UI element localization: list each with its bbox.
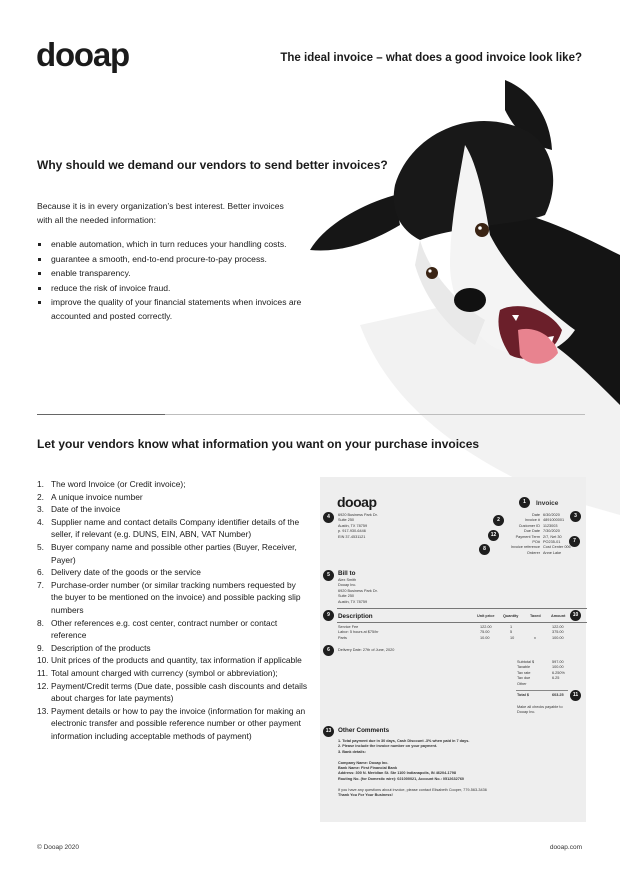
total-rule xyxy=(516,690,568,691)
meta-label: Invoice reference xyxy=(510,545,540,550)
comment-line: If you have any questions about invoice, please contact Elisabeth Cooper, 779-563-3436 xyxy=(338,787,487,792)
requirement-item xyxy=(37,642,309,655)
requirement-number: 1. xyxy=(37,479,44,489)
invoice-meta-labels xyxy=(511,513,540,556)
meta-label: Invoice # xyxy=(524,518,540,523)
item-qty: 10 xyxy=(510,635,515,640)
meta-value: Cost Center 006 xyxy=(543,545,571,550)
benefits-list xyxy=(37,238,317,324)
requirement-number: 11. xyxy=(37,667,49,678)
callout-badge: 12 xyxy=(488,530,499,541)
meta-value: 2/7, Net 30 xyxy=(543,534,562,539)
totals-value: 100.00 xyxy=(552,665,564,670)
page-title: The ideal invoice – what does a good invoice look like? xyxy=(280,52,582,64)
totals-label: Taxable xyxy=(517,665,531,670)
item-unit-price: 75.00 xyxy=(480,630,490,635)
sample-invoice xyxy=(320,477,586,822)
comment-line: 2. Please include the invoice number on your payment. xyxy=(338,744,438,749)
benefit-item: enable transparency. xyxy=(37,267,317,281)
col-header-amount: Amount xyxy=(551,614,566,618)
benefit-item: reduce the risk of invoice fraud. xyxy=(37,282,317,296)
section-heading-requirements: Let your vendors know what information you want on your purchase invoices xyxy=(37,437,480,451)
col-header-qty: Quantity xyxy=(503,614,519,618)
requirement-number: 2. xyxy=(37,491,44,502)
item-taxed: x xyxy=(534,635,536,640)
totals-label: Other xyxy=(517,681,527,686)
meta-label: PO# xyxy=(532,540,540,545)
bill-to-line: Dooap Inc. xyxy=(338,583,357,588)
requirement-number: 5. xyxy=(37,541,44,552)
callout-badge: 7 xyxy=(569,536,580,547)
bill-to-line: Austin, TX 78759 xyxy=(338,599,368,604)
total-label: Total $ xyxy=(517,693,529,697)
callout-badge: 13 xyxy=(323,726,334,737)
callout-badge: 6 xyxy=(323,645,334,656)
totals-label: Tax rate xyxy=(517,670,531,675)
callout-badge: 3 xyxy=(570,511,581,522)
requirement-item xyxy=(37,667,309,680)
item-qty-col xyxy=(510,625,514,641)
totals-value: 597.00 xyxy=(552,660,564,664)
table-top-rule xyxy=(337,608,587,609)
requirement-item xyxy=(37,516,309,541)
footer-website-link[interactable]: dooap.com xyxy=(549,844,582,851)
check-note-line: Dooap Inc. xyxy=(517,710,536,715)
total-value: 603.25 xyxy=(552,693,564,697)
requirement-number: 9. xyxy=(37,642,44,653)
requirement-number: 7. xyxy=(37,579,44,590)
supplier-block xyxy=(338,513,378,540)
item-amount: 375.00 xyxy=(552,630,564,635)
requirement-text: Unit prices of the products and quantity, tax information if applicable xyxy=(51,655,302,666)
requirement-number: 8. xyxy=(37,617,44,628)
requirement-text: A unique invoice number xyxy=(51,491,143,502)
requirement-item xyxy=(37,654,309,667)
requirement-number: 12. xyxy=(37,680,49,691)
supplier-line: 6920 Business Park Dr. xyxy=(338,513,378,517)
bill-to-block xyxy=(338,578,378,605)
item-amount-col xyxy=(552,625,564,641)
item-desc: Labor: 5 hours at $75/hr xyxy=(338,630,379,635)
comment-line: Company Name: Dooap Inc. xyxy=(338,760,389,765)
check-note-line: Make all checks payable to xyxy=(517,705,563,709)
benefit-item: guarantee a smooth, end-to-end procure-to-pay process. xyxy=(37,253,317,267)
supplier-line: p. 917-930-6446 xyxy=(338,529,366,534)
meta-label: Due Date xyxy=(523,529,540,534)
requirement-text: The word Invoice (or Credit invoice); xyxy=(51,479,186,489)
requirement-number: 10. xyxy=(37,655,49,666)
item-desc: Service Fee xyxy=(338,625,359,629)
requirement-item xyxy=(37,503,309,516)
comment-line: Address: 300 N. Meridian St. Ste 1100 Indianapolis, IN 46204-1798 xyxy=(338,771,456,776)
comment-line: Bank Name: First Financial Bank xyxy=(338,766,398,771)
intro-line: with all the needed information: xyxy=(37,215,156,225)
requirement-text: Buyer company name and possible other parties (Buyer, Receiver, Payer) xyxy=(51,541,297,565)
meta-label: Customer ID xyxy=(518,523,540,528)
dooap-logo: dooap xyxy=(36,36,129,73)
item-unit-price: 10.00 xyxy=(480,635,490,640)
comment-line: 1. Total payment due in 30 days, Cash Discount -3% when paid in 7 days. xyxy=(338,739,470,743)
item-desc-col xyxy=(338,625,379,641)
meta-value: 6/30/2020 xyxy=(543,513,560,517)
requirement-text: Payment/Credit terms (Due date, possible cash discounts and details about charges for late payments) xyxy=(51,680,308,704)
requirement-text: Payment details or how to pay the invoice (information for making an electronic transfer and possible reference number or other payment information including acceptable methods of payment) xyxy=(51,705,306,741)
comment-line: Thank You For Your Business! xyxy=(338,793,393,798)
description-heading: Description xyxy=(338,613,373,620)
requirement-item xyxy=(37,705,309,743)
intro-paragraph xyxy=(37,199,337,227)
benefit-item: enable automation, which in turn reduces your handling costs. xyxy=(37,238,317,252)
supplier-line: Austin, TX 78759 xyxy=(338,523,368,528)
requirement-number: 13. xyxy=(37,705,49,716)
item-unit-col xyxy=(480,625,492,641)
bill-to-line: Suite 250 xyxy=(338,594,355,599)
requirement-item xyxy=(37,491,309,504)
callout-badge: 9 xyxy=(323,610,334,621)
item-taxed-col xyxy=(534,625,536,641)
meta-value: PO235-01 xyxy=(543,540,561,545)
requirement-item xyxy=(37,579,309,617)
requirement-number: 3. xyxy=(37,504,44,515)
callout-badge: 11 xyxy=(570,690,581,701)
callout-badge: 4 xyxy=(323,512,334,523)
meta-label: Date xyxy=(531,513,540,517)
totals-value: 6.25 xyxy=(552,676,560,681)
section-heading-why: Why should we demand our vendors to send better invoices? xyxy=(37,158,388,172)
invoice-logo: dooap xyxy=(337,494,377,510)
supplier-line: Suite 250 xyxy=(338,518,355,523)
callout-badge: 8 xyxy=(479,544,490,555)
item-amount: 100.00 xyxy=(552,635,564,640)
comment-line: Routing No. (for Domestic wire): 021000021, Account No.: 0512632760 xyxy=(338,776,465,781)
requirement-item xyxy=(37,566,309,579)
requirement-text: Description of the products xyxy=(51,642,151,653)
item-unit-price: 122.00 xyxy=(480,625,492,629)
comment-line: 3. Bank details: xyxy=(338,749,366,754)
delivery-date: Delivery Date: 27th of June, 2020 xyxy=(338,648,395,652)
meta-value: 7/30/2020 xyxy=(543,529,560,534)
requirement-text: Date of the invoice xyxy=(51,504,121,515)
callout-badge: 1 xyxy=(519,497,530,508)
requirement-item xyxy=(37,680,309,705)
intro-line: Because it is in every organization’s best interest. Better invoices xyxy=(37,201,284,211)
section-divider xyxy=(37,414,165,415)
requirement-text: Supplier name and contact details Company identifier details of the seller, if relevant (e.g. DUNS, EIN, ABN, VAT Number) xyxy=(51,516,300,540)
footer-copyright: © Dooap 2020 xyxy=(37,844,80,851)
invoice-meta-values xyxy=(543,513,571,556)
requirement-number: 4. xyxy=(37,516,44,527)
totals-values xyxy=(552,660,565,682)
totals-label: Tax due xyxy=(517,676,531,681)
bill-to-heading: Bill to xyxy=(338,570,356,577)
totals-labels xyxy=(517,660,534,687)
other-comments-heading: Other Comments xyxy=(338,727,390,734)
section-divider-light xyxy=(165,414,585,415)
requirement-text: Other references e.g. cost center, contract number or contact reference xyxy=(51,617,278,641)
item-amount: 122.00 xyxy=(552,625,564,629)
meta-label: Payment Term xyxy=(515,534,540,539)
item-qty: 1 xyxy=(510,625,513,629)
totals-label: Subtotal $ xyxy=(517,660,535,664)
meta-value: 4891000001 xyxy=(543,518,565,523)
requirement-number: 6. xyxy=(37,567,44,578)
requirement-text: Delivery date of the goods or the service xyxy=(51,567,201,578)
meta-value: Anne Lake xyxy=(543,550,562,555)
callout-badge: 10 xyxy=(570,610,581,621)
col-header-taxed: Taxed xyxy=(530,614,541,618)
requirements-list xyxy=(37,478,309,742)
benefit-item: improve the quality of your financial statements when invoices are accounted and posted correctly. xyxy=(37,296,317,323)
requirement-item xyxy=(37,617,309,642)
requirement-text: Purchase-order number (or similar tracking numbers requested by the buyer to be mentioned on the invoice) and possible packing slip numbers xyxy=(51,579,301,615)
table-header-rule xyxy=(337,622,587,623)
requirement-item xyxy=(37,541,309,566)
callout-badge: 5 xyxy=(323,570,334,581)
meta-value: 1123003 xyxy=(543,523,558,528)
requirement-item xyxy=(37,478,309,491)
col-header-unit: Unit price xyxy=(477,614,495,618)
bill-to-line: 6920 Business Park Dr. xyxy=(338,588,378,593)
callout-badge: 2 xyxy=(493,515,504,526)
check-note xyxy=(517,705,563,716)
meta-label: Orderer xyxy=(526,550,540,555)
bill-to-line: Alex Smith xyxy=(338,578,357,582)
invoice-title: Invoice xyxy=(536,500,559,507)
item-qty: 5 xyxy=(510,630,513,635)
item-desc: Parts xyxy=(338,635,347,640)
supplier-line: EIN 37-4531121 xyxy=(338,534,366,539)
other-comments-block xyxy=(338,739,487,798)
requirement-text: Total amount charged with currency (symbol or abbreviation); xyxy=(51,667,278,678)
totals-value: 6.250% xyxy=(552,670,565,675)
